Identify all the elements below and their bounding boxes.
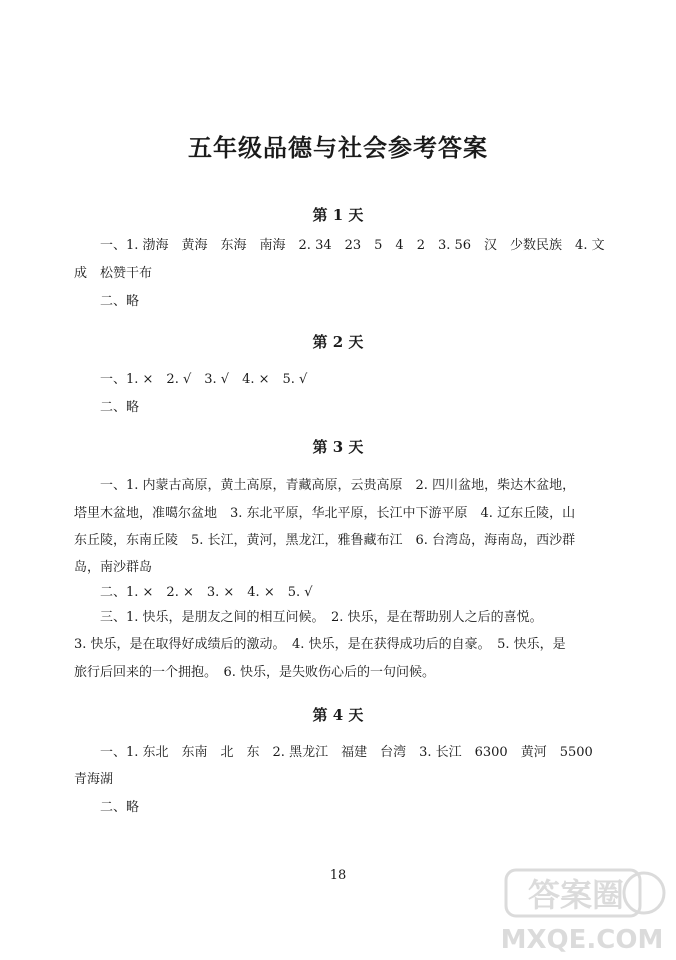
day-4-line-2: 青海湖 <box>74 772 114 787</box>
day-3-line-2: 塔里木盆地，准噶尔盆地 3. 东北平原，华北平原，长江中下游平原 4. 辽东丘陵，山 <box>74 506 576 521</box>
day-2-line-1: 一、1. × 2. √ 3. √ 4. × 5. √ <box>100 372 308 387</box>
day-4-line-1: 一、1. 东北 东南 北 东 2. 黑龙江 福建 台湾 3. 长江 6300 黄河 5500 <box>100 745 593 760</box>
day-3-line-5: 二、1. × 2. × 3. × 4. × 5. √ <box>100 585 313 600</box>
day-3-line-6: 三、1. 快乐，是朋友之间的相互问候。 2. 快乐，是在帮助别人之后的喜悦。 <box>100 610 543 625</box>
day-3-line-8: 旅行后回来的一个拥抱。 6. 快乐，是失败伤心后的一句问候。 <box>74 665 436 680</box>
page-number: 18 <box>329 868 347 883</box>
day-3-line-7: 3. 快乐，是在取得好成绩后的激动。 4. 快乐，是在获得成功后的自豪。 5. 快乐，是 <box>74 637 566 652</box>
day-3-line-3: 东丘陵，东南丘陵 5. 长江，黄河，黑龙江，雅鲁藏布江 6. 台湾岛，海南岛，西沙群 <box>74 533 576 548</box>
page-title: 五年级品德与社会参考答案 <box>188 133 488 162</box>
day-2-heading: 第 2 天 <box>312 333 364 351</box>
day-3-line-4: 岛，南沙群岛 <box>74 560 153 575</box>
watermark-bottom-text: MXQE.COM <box>500 925 664 954</box>
day-4-heading: 第 4 天 <box>312 706 364 724</box>
day-3-heading: 第 3 天 <box>312 438 364 456</box>
watermark-circle <box>624 873 664 913</box>
day-4-line-3: 二、略 <box>100 800 140 815</box>
watermark-top-text: 答案圈 <box>527 876 625 914</box>
day-1-line-1: 一、1. 渤海 黄海 东海 南海 2. 34 23 5 4 2 3. 56 汉 少数民族 4. 文 <box>100 238 605 253</box>
day-1-line-3: 二、略 <box>100 294 140 309</box>
day-1-heading: 第 1 天 <box>312 206 364 224</box>
watermark-logo <box>498 866 668 954</box>
day-1-line-2: 成 松赞干布 <box>74 266 153 281</box>
day-3-line-1: 一、1. 内蒙古高原，黄土高原，青藏高原，云贵高原 2. 四川盆地，柴达木盆地， <box>100 478 576 493</box>
day-2-line-2: 二、略 <box>100 400 140 415</box>
